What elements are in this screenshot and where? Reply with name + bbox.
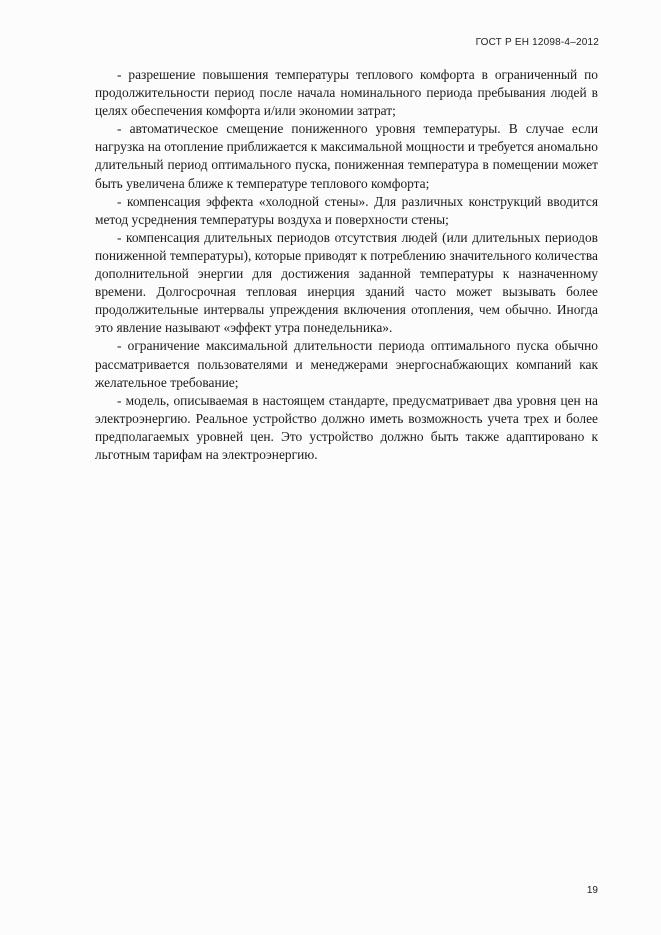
page-number: 19 (586, 885, 598, 896)
list-item-paragraph: - разрешение повышения температуры теплового комфорта в ограниченный по продолжительности период после начала номинального периода пребывания людей в целях обеспечения комфорта и/или экономии затрат; (95, 67, 598, 119)
list-item-paragraph: - модель, описываемая в настоящем стандарте, предусматривает два уровня цен на электроэнергию. Реальное устройство должно иметь возможность учета трех и более предполагаемых уровней цен. Это устройство должно быть также адаптировано к льготным тарифам на электроэнергию. (95, 392, 598, 462)
list-item-paragraph: - автоматическое смещение пониженного уровня температуры. В случае если нагрузка на отопление приближается к максимальной мощности и требуется аномально длительный период оптимального пуска, пониженная температура в помещении может быть увеличена ближе к температуре теплового комфорта; (95, 121, 598, 191)
list-item-paragraph: - компенсация эффекта «холодной стены». Для различных конструкций вводится метод усреднения температуры воздуха и поверхности стены; (95, 193, 598, 227)
list-item-paragraph: - ограничение максимальной длительности периода оптимального пуска обычно рассматривается пользователями и менеджерами энергоснабжающих компаний как желательное требование; (95, 338, 598, 390)
list-item-paragraph: - компенсация длительных периодов отсутствия людей (или длительных периодов пониженной температуры), которые приводят к потреблению значительного количества дополнительной энергии для достижения заданной температуры к назначенному времени. Долгосрочная тепловая инерция зданий часто может вызывать более продолжительные интервалы упреждения включения отопления, чем обычно. Иногда это явление называют «эффект утра понедельника». (95, 229, 598, 336)
standard-header: ГОСТ Р ЕН 12098-4–2012 (475, 37, 599, 48)
body-text (95, 66, 598, 464)
